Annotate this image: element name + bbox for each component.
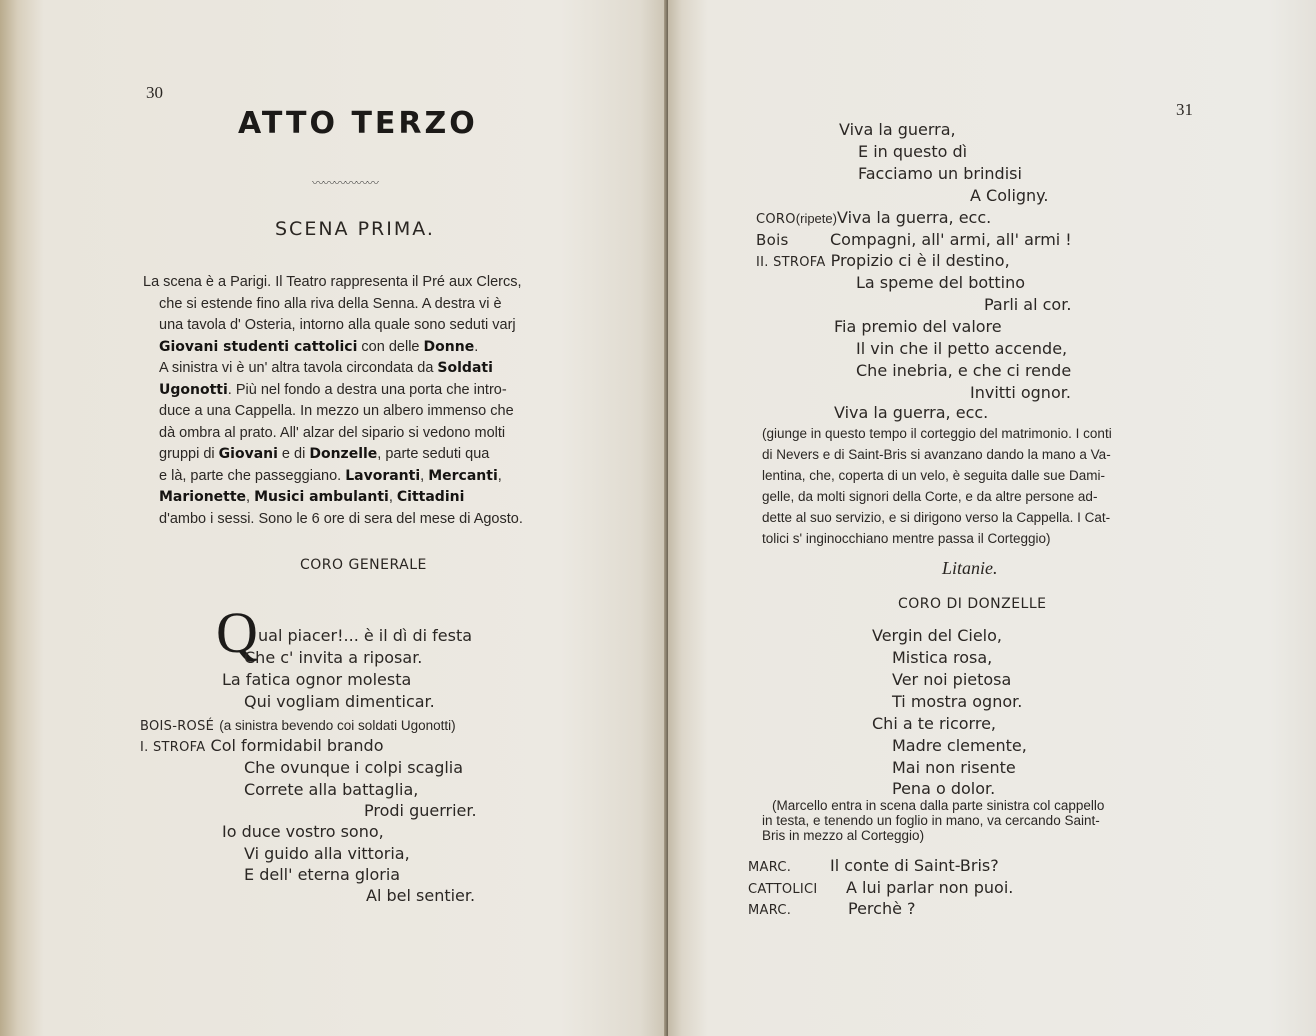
speaker-name: CORO [756, 212, 796, 227]
description-text: e di [277, 446, 310, 462]
description-line [143, 466, 523, 488]
description-bold: Cittadini [396, 489, 465, 505]
description-text: . Più nel fondo a destra una porta che intro- [227, 381, 507, 398]
description-line [143, 380, 523, 402]
description-text: , [388, 489, 397, 505]
strofa-label: II. STROFA [756, 255, 826, 270]
description-line [143, 444, 523, 466]
page-number-right: 31 [1176, 100, 1193, 119]
verse-line: Pena o dolor. [892, 779, 996, 798]
description-text: , [497, 467, 502, 484]
drop-cap: Q [216, 600, 258, 665]
verse-line: Viva la guerra, ecc. [836, 208, 992, 227]
description-bold: Marionette [159, 489, 247, 505]
speaker-name: CATTOLICI [748, 882, 818, 897]
verse-line: Ti mostra ognor. [892, 692, 1023, 711]
verse-line: Invitti ognor. [970, 383, 1071, 402]
description-text: e là, parte che passeggiano. [159, 467, 346, 484]
verse-line: Parli al cor. [984, 295, 1072, 314]
description-bold: Ugonotti [159, 381, 228, 398]
stage-note [762, 423, 1112, 549]
description-text: con delle [357, 338, 424, 355]
verse-line: ual piacer!... è il dì di festa [258, 626, 473, 645]
description-bold: Mercanti [428, 467, 498, 484]
description-text: una tavola d' Osteria, intorno alla quale sono seduti varj [159, 317, 516, 333]
verse-line: Viva la guerra, [839, 120, 956, 139]
strofa-line [756, 251, 1010, 270]
description-text: . [474, 338, 479, 355]
verse-line: A Coligny. [970, 186, 1049, 205]
speaker-name: Bois [756, 231, 789, 249]
verse-line: Fia premio del valore [834, 317, 1002, 336]
scene-description [143, 272, 523, 530]
stage-note-line: di Nevers e di Saint-Bris si avanzano dando la mano a Va- [762, 447, 1111, 462]
verse-line: Vi guido alla vittoria, [244, 844, 410, 863]
description-line [143, 487, 523, 509]
verse-line: Ver noi pietosa [892, 670, 1012, 689]
verse-line: Io duce vostro sono, [222, 822, 384, 841]
description-text: , parte seduti qua [377, 446, 490, 462]
description-text: La scena è a Parigi. Il Teatro rappresenta il Pré aux Clercs, [143, 274, 522, 290]
description-line [143, 294, 523, 316]
description-bold: Giovani studenti cattolici [159, 338, 358, 355]
description-line [143, 401, 523, 423]
stage-note-line: in testa, e tenendo un foglio in mano, va cercando Saint- [762, 813, 1100, 828]
stage-direction: (a sinistra bevendo coi soldati Ugonotti) [219, 718, 456, 733]
dialogue-line [748, 878, 1013, 897]
stage-note-line: lentina, che, coperta di un velo, è seguita dalle sue Dami- [762, 468, 1105, 483]
right-page [668, 0, 1316, 1036]
verse-line: Madre clemente, [892, 736, 1027, 755]
description-text: duce a una Cappella. In mezzo un albero immenso che [159, 403, 514, 419]
description-bold: Donne [423, 338, 475, 355]
verse-line: La speme del bottino [856, 273, 1026, 292]
description-bold: Donzelle [309, 446, 378, 462]
dialogue-line [748, 856, 999, 875]
litanie-heading: Litanie. [942, 558, 998, 578]
verse-line: Vergin del Cielo, [872, 626, 1002, 645]
description-text: che si estende fino alla riva della Senna. A destra vi è [159, 295, 502, 312]
verse-line: Che inebria, e che ci rende [856, 361, 1072, 380]
stage-note-line: gelle, da molti signori della Corte, e da altre persone ad- [762, 489, 1098, 504]
stage-note-line: tolici s' inginocchiano mentre passa il Corteggio) [762, 531, 1051, 546]
verse-line: Correte alla battaglia, [244, 780, 419, 799]
verse-line: Viva la guerra, ecc. [834, 403, 989, 422]
stage-note-line: (Marcello entra in scena dalla parte sinistra col cappello [772, 798, 1105, 813]
strofa-label: I. STROFA [140, 740, 206, 755]
speaker-name: MARC. [748, 860, 792, 875]
description-bold: Lavoranti [345, 467, 421, 484]
description-line [143, 337, 523, 359]
description-line [143, 315, 523, 337]
chorus-heading: CORO DI DONZELLE [898, 596, 1047, 612]
speaker-name: BOIS-ROSÉ [140, 719, 215, 734]
page-number-left: 30 [146, 83, 163, 102]
verse-line: Propizio ci è il destino, [830, 251, 1010, 270]
description-bold: Giovani [218, 446, 278, 462]
chorus-heading: CORO GENERALE [300, 557, 427, 573]
verse-line: Mistica rosa, [892, 648, 993, 667]
speaker-line [756, 208, 991, 227]
verse-line: Compagni, all' armi, all' armi ! [830, 230, 1072, 249]
stage-note [762, 798, 1104, 843]
verse-line: Col formidabil brando [210, 736, 384, 755]
description-text: dà ombra al prato. All' alzar del sipario si vedono molti [159, 424, 506, 441]
verse-line: E dell' eterna gloria [244, 865, 401, 884]
verse-line: Mai non risente [892, 758, 1016, 777]
speaker-line [140, 715, 456, 734]
description-line [143, 423, 523, 445]
stage-note-line: Bris in mezzo al Corteggio) [762, 828, 925, 843]
description-line [143, 358, 523, 380]
verse-line: A lui parlar non puoi. [846, 878, 1014, 897]
verse-line: La fatica ognor molesta [222, 670, 412, 689]
stage-note-line: dette al suo servizio, e si dirigono verso la Cappella. I Cat- [762, 510, 1111, 525]
description-bold: Musici ambulanti [254, 489, 389, 505]
verse-line: Il vin che il petto accende, [856, 339, 1068, 358]
verse-line: Il conte di Saint-Bris? [830, 856, 999, 875]
stage-note-line: (giunge in questo tempo il corteggio del matrimonio. I conti [762, 426, 1112, 441]
description-line [143, 272, 523, 294]
description-text: , [246, 489, 255, 505]
ornament-divider: 〰〰〰〰〰〰 [312, 176, 379, 190]
speaker-line [756, 230, 1072, 249]
description-line [143, 509, 523, 531]
verse-line: Che c' invita a riposar. [244, 648, 423, 667]
strofa-line [140, 736, 384, 755]
description-text: d'ambo i sessi. Sono le 6 ore di sera del mese di Agosto. [159, 510, 523, 527]
description-text: gruppi di [159, 446, 219, 462]
speaker-name: MARC. [748, 903, 792, 918]
verse-line: Che ovunque i colpi scaglia [244, 758, 464, 777]
verse-line: E in questo dì [858, 142, 968, 161]
description-bold: Soldati [437, 360, 493, 376]
stage-direction: (ripete) [795, 211, 837, 226]
verse-line: Facciamo un brindisi [858, 164, 1022, 183]
dialogue-line [748, 899, 916, 918]
description-text: , [420, 467, 429, 484]
act-title: ATTO TERZO [238, 106, 478, 141]
verse-line: Al bel sentier. [366, 886, 476, 905]
verse-line: Perchè ? [848, 899, 916, 918]
verse-line: Chi a te ricorre, [872, 714, 996, 733]
scene-heading: SCENA PRIMA. [275, 218, 435, 240]
verse-line: Qui vogliam dimenticar. [244, 692, 435, 711]
description-text: A sinistra vi è un' altra tavola circondata da [159, 360, 438, 376]
verse-line: Prodi guerrier. [364, 801, 477, 820]
